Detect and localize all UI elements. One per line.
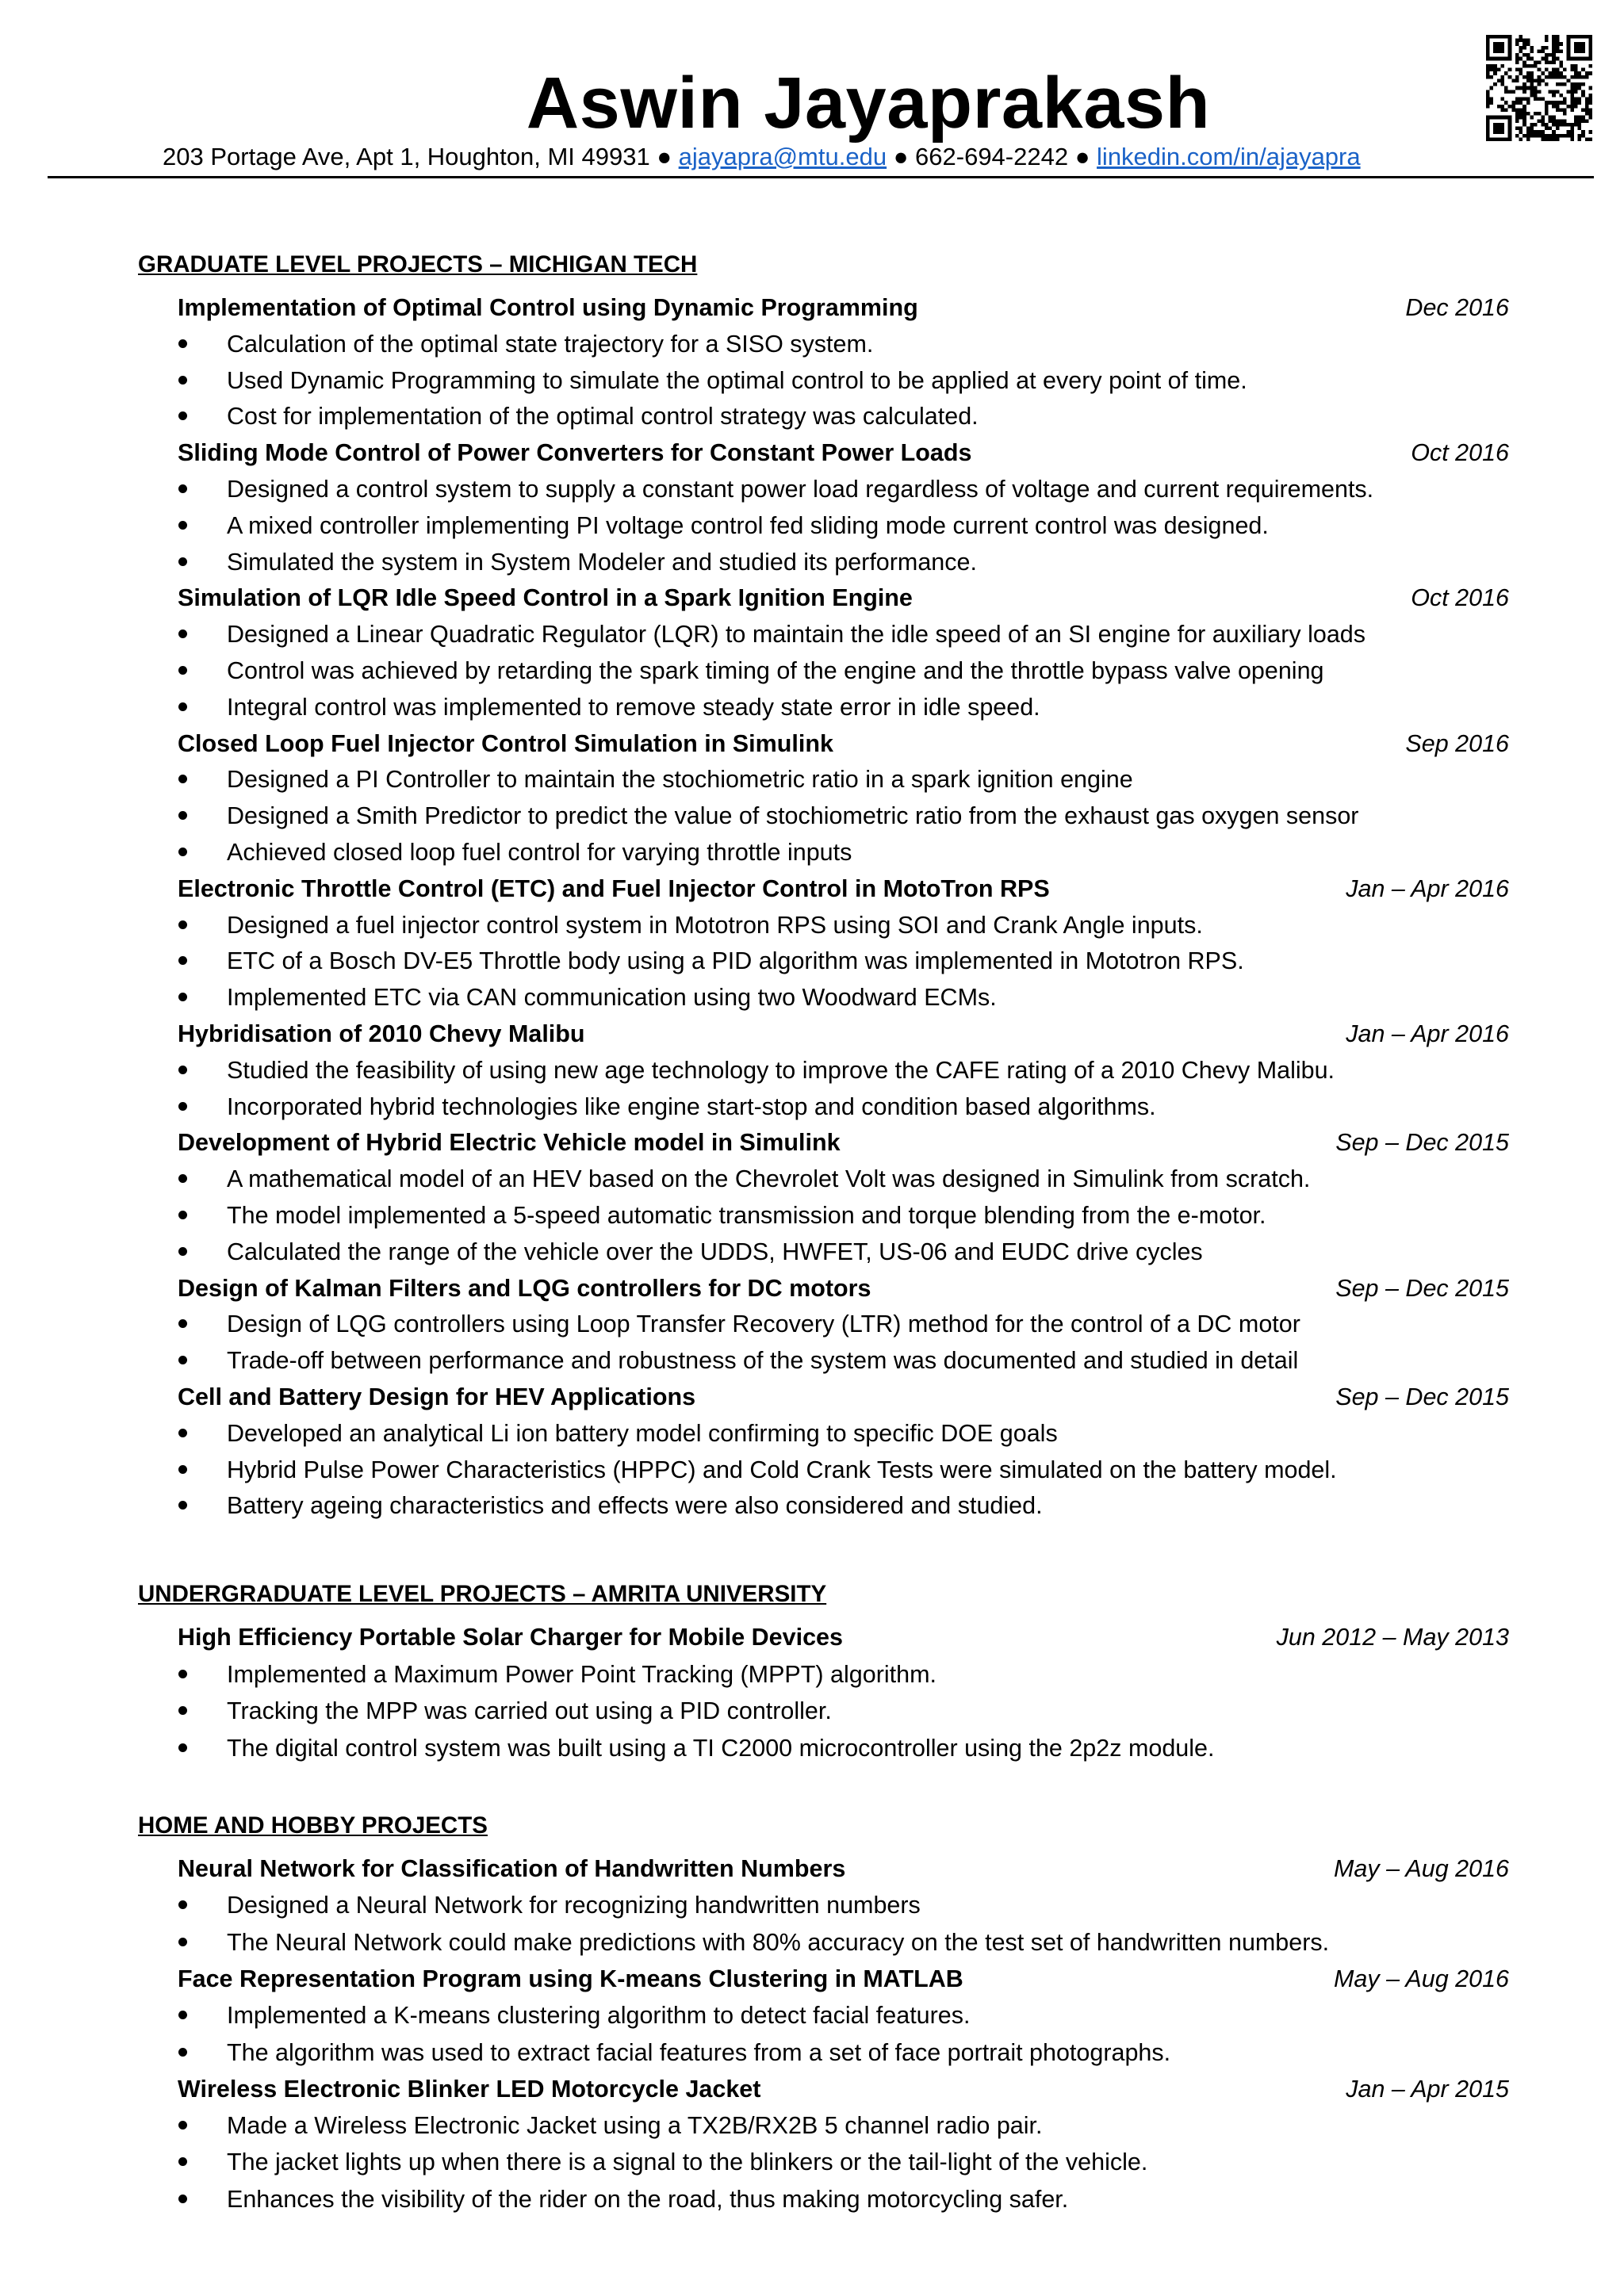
project-title: Wireless Electronic Blinker LED Motorcycle Jacket bbox=[178, 2075, 761, 2103]
bullet-item bbox=[0, 1454, 1624, 1486]
bullet-text: Calculated the range of the vehicle over the UDDS, HWFET, US-06 and EUDC drive cycles bbox=[227, 1238, 1203, 1265]
header-divider bbox=[48, 176, 1594, 178]
section-heading: UNDERGRADUATE LEVEL PROJECTS – AMRITA UNIVERSITY bbox=[138, 1581, 827, 1607]
bullet-item bbox=[0, 510, 1624, 541]
bullet-icon bbox=[178, 1743, 187, 1752]
bullet-item bbox=[0, 546, 1624, 578]
bullet-text: Designed a control system to supply a constant power load regardless of voltage and current requirements. bbox=[227, 476, 1374, 503]
contact-line bbox=[163, 140, 1495, 174]
bullet-item bbox=[0, 1695, 1624, 1727]
bullet-icon bbox=[178, 1102, 187, 1111]
bullet-text: The algorithm was used to extract facial features from a set of face portrait photographs. bbox=[227, 2038, 1171, 2066]
bullet-icon bbox=[178, 339, 187, 348]
bullet-text: Simulated the system in System Modeler and studied its performance. bbox=[227, 548, 977, 576]
bullet-text: Developed an analytical Li ion battery model confirming to specific DOE goals bbox=[227, 1419, 1058, 1447]
project-title: Neural Network for Classification of Handwritten Numbers bbox=[178, 1855, 846, 1882]
bullet-text: Cost for implementation of the optimal control strategy was calculated. bbox=[227, 403, 979, 430]
project-title: Design of Kalman Filters and LQG controllers for DC motors bbox=[178, 1274, 871, 1302]
bullet-icon bbox=[178, 702, 187, 711]
project-title: Closed Loop Fuel Injector Control Simulation in Simulink bbox=[178, 729, 833, 757]
bullet-item bbox=[0, 763, 1624, 795]
bullet-text: Integral control was implemented to remove steady state error in idle speed. bbox=[227, 693, 1040, 721]
bullet-icon bbox=[178, 1900, 187, 1909]
bullet-item bbox=[0, 1732, 1624, 1764]
bullet-icon bbox=[178, 521, 187, 530]
bullet-text: ETC of a Bosch DV-E5 Throttle body using a PID algorithm was implemented in Mototron RPS. bbox=[227, 947, 1244, 975]
bullet-icon bbox=[178, 993, 187, 1001]
bullet-item bbox=[0, 2037, 1624, 2068]
bullet-icon bbox=[178, 2157, 187, 2166]
contact-separator: ● bbox=[1068, 143, 1097, 170]
address: 203 Portage Ave, Apt 1, Houghton, MI 49931 bbox=[163, 143, 650, 170]
bullet-item bbox=[0, 1999, 1624, 2031]
bullet-item bbox=[0, 328, 1624, 360]
bullet-item bbox=[0, 1200, 1624, 1231]
bullet-icon bbox=[178, 2048, 187, 2057]
section-heading: HOME AND HOBBY PROJECTS bbox=[138, 1812, 488, 1839]
bullet-item bbox=[0, 2183, 1624, 2215]
bullet-item bbox=[0, 1418, 1624, 1449]
contact-separator: ● bbox=[887, 143, 916, 170]
bullet-item bbox=[0, 1490, 1624, 1521]
bullet-item bbox=[0, 2146, 1624, 2178]
project-date: Jan – Apr 2016 bbox=[1346, 874, 1509, 902]
bullet-item bbox=[0, 982, 1624, 1013]
qr-code-icon bbox=[1486, 35, 1592, 141]
bullet-item bbox=[0, 1163, 1624, 1195]
bullet-text: The Neural Network could make predictions with 80% accuracy on the test set of handwritten numbers. bbox=[227, 1928, 1330, 1956]
bullet-text: Achieved closed loop fuel control for varying throttle inputs bbox=[227, 839, 852, 866]
bullet-text: The model implemented a 5-speed automatic transmission and torque blending from the e-motor. bbox=[227, 1202, 1266, 1229]
bullet-icon bbox=[178, 1319, 187, 1328]
bullet-item bbox=[0, 618, 1624, 650]
bullet-icon bbox=[178, 1429, 187, 1437]
bullet-icon bbox=[178, 2011, 187, 2019]
bullet-icon bbox=[178, 376, 187, 385]
bullet-icon bbox=[178, 2195, 187, 2203]
bullet-text: Hybrid Pulse Power Characteristics (HPPC) and Cold Crank Tests were simulated on the battery model. bbox=[227, 1456, 1337, 1483]
bullet-icon bbox=[178, 629, 187, 638]
bullet-item bbox=[0, 473, 1624, 505]
bullet-icon bbox=[178, 2121, 187, 2130]
bullet-text: Designed a PI Controller to maintain the stochiometric ratio in a spark ignition engine bbox=[227, 766, 1133, 794]
bullet-icon bbox=[178, 484, 187, 493]
project-date: May – Aug 2016 bbox=[1334, 1855, 1509, 1882]
bullet-item bbox=[0, 1091, 1624, 1123]
resume-name: Aswin Jayaprakash bbox=[526, 63, 1211, 144]
project-date: Sep – Dec 2015 bbox=[1335, 1129, 1509, 1157]
bullet-text: Made a Wireless Electronic Jacket using a TX2B/RX2B 5 channel radio pair. bbox=[227, 2112, 1043, 2140]
bullet-icon bbox=[178, 848, 187, 856]
project-title: Implementation of Optimal Control using Dynamic Programming bbox=[178, 294, 918, 321]
bullet-text: Calculation of the optimal state trajectory for a SISO system. bbox=[227, 330, 874, 358]
bullet-item bbox=[0, 1345, 1624, 1376]
bullet-icon bbox=[178, 1066, 187, 1074]
project-title: Sliding Mode Control of Power Converters for Constant Power Loads bbox=[178, 439, 972, 467]
project-title: High Efficiency Portable Solar Charger for Mobile Devices bbox=[178, 1624, 843, 1651]
project-title: Electronic Throttle Control (ETC) and Fuel Injector Control in MotoTron RPS bbox=[178, 874, 1050, 902]
bullet-text: Implemented a Maximum Power Point Tracking (MPPT) algorithm. bbox=[227, 1660, 936, 1688]
bullet-text: Battery ageing characteristics and effects were also considered and studied. bbox=[227, 1492, 1043, 1520]
bullet-item bbox=[0, 836, 1624, 868]
bullet-icon bbox=[178, 1174, 187, 1183]
bullet-icon bbox=[178, 956, 187, 965]
bullet-icon bbox=[178, 666, 187, 675]
project-title: Face Representation Program using K-means Clustering in MATLAB bbox=[178, 1965, 963, 1992]
bullet-icon bbox=[178, 1211, 187, 1219]
bullet-text: Enhances the visibility of the rider on the road, thus making motorcycling safer. bbox=[227, 2185, 1069, 2213]
project-title: Development of Hybrid Electric Vehicle model in Simulink bbox=[178, 1129, 841, 1157]
bullet-text: Tracking the MPP was carried out using a PID controller. bbox=[227, 1697, 832, 1724]
project-title: Cell and Battery Design for HEV Applications bbox=[178, 1383, 696, 1410]
bullet-text: Designed a Linear Quadratic Regulator (LQR) to maintain the idle speed of an SI engine for auxiliary loads bbox=[227, 621, 1366, 649]
project-date: Sep 2016 bbox=[1405, 729, 1509, 757]
bullet-icon bbox=[178, 1465, 187, 1474]
bullet-text: The jacket lights up when there is a signal to the blinkers or the tail-light of the vehicle. bbox=[227, 2149, 1148, 2176]
linkedin-link[interactable]: linkedin.com/in/ajayapra bbox=[1097, 143, 1361, 170]
bullet-item bbox=[0, 1054, 1624, 1086]
project-title: Hybridisation of 2010 Chevy Malibu bbox=[178, 1020, 585, 1047]
bullet-text: Implemented ETC via CAN communication using two Woodward ECMs. bbox=[227, 984, 997, 1012]
project-date: Oct 2016 bbox=[1411, 584, 1509, 612]
bullet-item bbox=[0, 1236, 1624, 1268]
bullet-item bbox=[0, 909, 1624, 941]
bullet-text: Used Dynamic Programming to simulate the optimal control to be applied at every point of time. bbox=[227, 366, 1247, 394]
project-date: Jan – Apr 2016 bbox=[1346, 1020, 1509, 1047]
bullet-text: A mathematical model of an HEV based on the Chevrolet Volt was designed in Simulink from scratch. bbox=[227, 1165, 1311, 1193]
project-date: Jan – Apr 2015 bbox=[1346, 2075, 1509, 2103]
bullet-item bbox=[0, 1927, 1624, 1958]
bullet-text: Trade-off between performance and robustness of the system was documented and studied in detail bbox=[227, 1347, 1299, 1375]
contact-separator: ● bbox=[649, 143, 679, 170]
bullet-icon bbox=[178, 811, 187, 820]
bullet-icon bbox=[178, 1356, 187, 1364]
bullet-item bbox=[0, 365, 1624, 396]
bullet-text: Studied the feasibility of using new age technology to improve the CAFE rating of a 2010 Chevy Malibu. bbox=[227, 1056, 1335, 1084]
bullet-icon bbox=[178, 557, 187, 566]
project-title: Simulation of LQR Idle Speed Control in a Spark Ignition Engine bbox=[178, 584, 913, 612]
bullet-icon bbox=[178, 1501, 187, 1510]
bullet-icon bbox=[178, 411, 187, 420]
bullet-item bbox=[0, 1659, 1624, 1690]
bullet-icon bbox=[178, 920, 187, 929]
bullet-text: Designed a Smith Predictor to predict the value of stochiometric ratio from the exhaust gas oxygen sensor bbox=[227, 802, 1359, 830]
bullet-icon bbox=[178, 1938, 187, 1946]
bullet-item bbox=[0, 691, 1624, 723]
bullet-item bbox=[0, 1889, 1624, 1921]
phone-number: 662-694-2242 bbox=[915, 143, 1069, 170]
project-date: Oct 2016 bbox=[1411, 439, 1509, 467]
bullet-text: Designed a Neural Network for recognizing handwritten numbers bbox=[227, 1892, 921, 1919]
bullet-icon bbox=[178, 775, 187, 783]
bullet-text: Incorporated hybrid technologies like engine start-stop and condition based algorithms. bbox=[227, 1093, 1156, 1120]
bullet-item bbox=[0, 655, 1624, 687]
bullet-item bbox=[0, 2110, 1624, 2141]
bullet-text: A mixed controller implementing PI voltage control fed sliding mode current control was designed. bbox=[227, 511, 1269, 539]
bullet-icon bbox=[178, 1706, 187, 1715]
bullet-item bbox=[0, 800, 1624, 832]
section-heading: GRADUATE LEVEL PROJECTS – MICHIGAN TECH bbox=[138, 251, 698, 277]
bullet-text: Implemented a K-means clustering algorithm to detect facial features. bbox=[227, 2002, 971, 2030]
bullet-item bbox=[0, 1308, 1624, 1340]
project-date: Sep – Dec 2015 bbox=[1335, 1274, 1509, 1302]
bullet-item bbox=[0, 945, 1624, 977]
project-date: May – Aug 2016 bbox=[1334, 1965, 1509, 1992]
bullet-item bbox=[0, 400, 1624, 432]
project-date: Dec 2016 bbox=[1405, 294, 1509, 321]
project-date: Jun 2012 – May 2013 bbox=[1276, 1624, 1509, 1651]
email-link[interactable]: ajayapra@mtu.edu bbox=[678, 143, 887, 170]
bullet-text: The digital control system was built using a TI C2000 microcontroller using the 2p2z module. bbox=[227, 1734, 1215, 1762]
bullet-icon bbox=[178, 1247, 187, 1256]
bullet-text: Designed a fuel injector control system in Mototron RPS using SOI and Crank Angle inputs. bbox=[227, 911, 1203, 939]
bullet-text: Control was achieved by retarding the spark timing of the engine and the throttle bypass valve opening bbox=[227, 657, 1324, 684]
bullet-icon bbox=[178, 1670, 187, 1678]
bullet-text: Design of LQG controllers using Loop Transfer Recovery (LTR) method for the control of a DC motor bbox=[227, 1311, 1300, 1338]
project-date: Sep – Dec 2015 bbox=[1335, 1383, 1509, 1410]
